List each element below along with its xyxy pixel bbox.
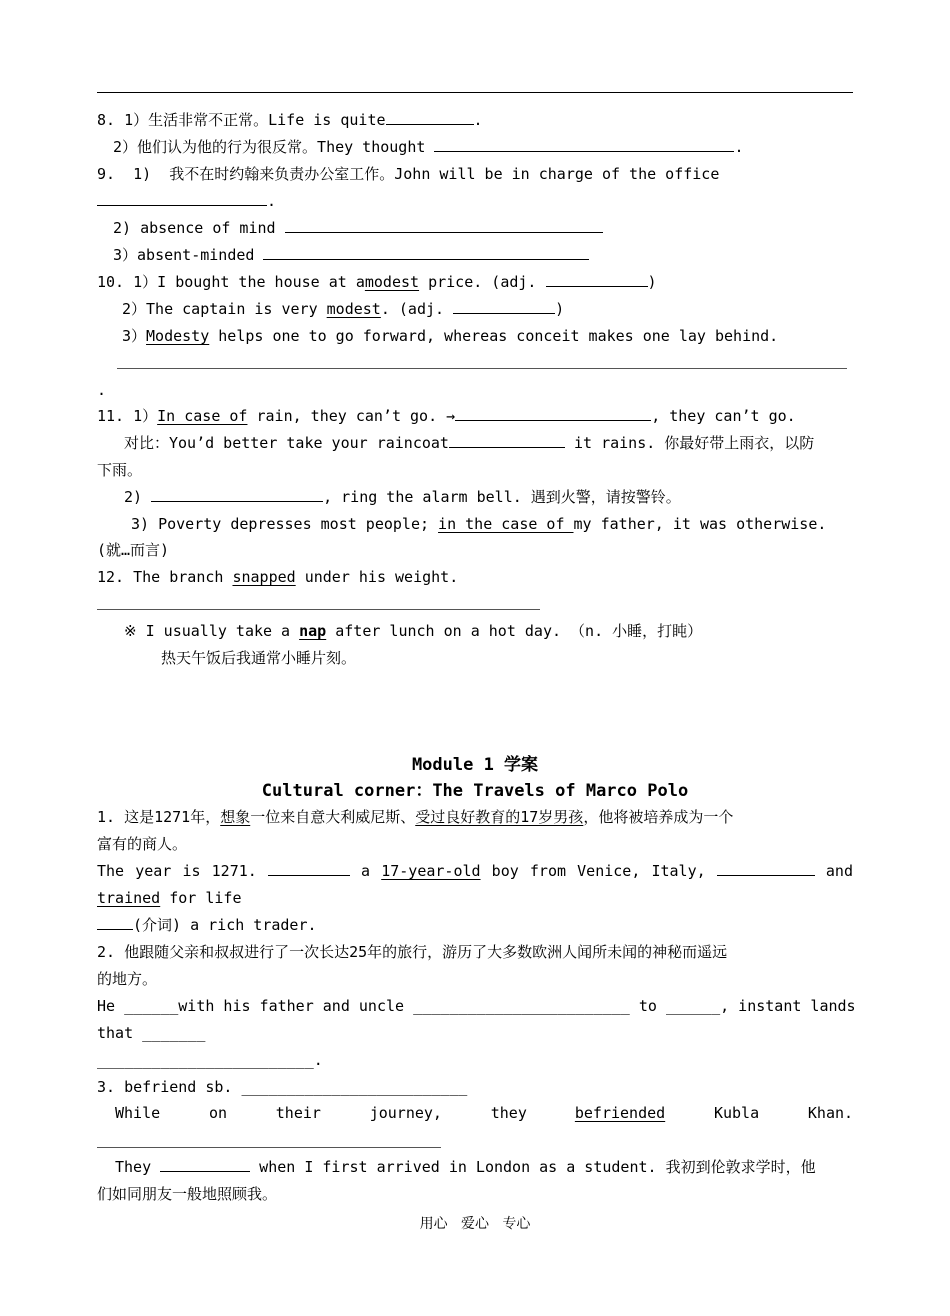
item-11-line-3-cont: (就…而言) xyxy=(97,541,170,559)
q1-english: The year is 1271. a 17-year-old boy from Venice, Italy, and xyxy=(97,862,853,880)
item-9-line-2: 2) absence of mind xyxy=(113,217,603,239)
q3-example: While on their journey, they befriended Kubla Khan. xyxy=(115,1104,854,1122)
q2-english-cont-2: ________________________. xyxy=(97,1051,323,1069)
item-11-compare-cont: 下雨。 xyxy=(97,461,143,479)
item-12-line: 12. The branch snapped under his weight. xyxy=(97,568,459,586)
q1-chinese: 1. 这是1271年，想象一位来自意大利威尼斯、受过良好教育的17岁男孩，他将被培养成为一个 xyxy=(97,808,734,826)
answer-line[interactable] xyxy=(97,1147,441,1148)
item-9-line-3: 3）absent-minded xyxy=(113,244,589,266)
item-11-line-3: 3) Poverty depresses most people; in the case of my father, it was otherwise. xyxy=(131,515,827,533)
blank[interactable] xyxy=(285,218,603,233)
q2-english-cont: that _______ xyxy=(97,1024,206,1042)
module-title: Module 1 学案 xyxy=(411,755,539,775)
blank[interactable] xyxy=(453,299,555,314)
q1-chinese-cont: 富有的商人。 xyxy=(97,835,188,853)
item-9-line-1: 9. 1) 我不在时约翰来负责办公室工作。John will be in charge of the office xyxy=(97,165,720,183)
item-11-compare: 对比：You’d better take your raincoat it rains. 你最好带上雨衣，以防 xyxy=(124,434,815,452)
blank[interactable] xyxy=(268,861,350,876)
q3-exercise: They when I first arrived in London as a student. 我初到伦敦求学时，他 xyxy=(115,1158,816,1176)
item-11-line-2: 2) , ring the alarm bell. 遇到火警，请按警铃。 xyxy=(124,488,681,506)
q3-exercise-cont: 们如同朋友一般地照顾我。 xyxy=(97,1185,278,1203)
answer-line[interactable] xyxy=(97,609,540,610)
item-10-line-2: 2）The captain is very modest. (adj. ) xyxy=(122,300,565,318)
blank[interactable] xyxy=(434,137,734,152)
note-line: ※ I usually take a nap after lunch on a hot day. （n. 小睡，打盹） xyxy=(124,622,703,640)
blank[interactable] xyxy=(449,433,565,448)
item-10-line-1: 10. 1）I bought the house at amodest price. (adj. ) xyxy=(97,273,657,291)
blank[interactable] xyxy=(97,191,267,206)
note-translation: 热天午饭后我通常小睡片刻。 xyxy=(161,649,357,667)
q2-chinese-cont: 的地方。 xyxy=(97,970,158,988)
item-8-line-2: 2）他们认为他的行为很反常。They thought . xyxy=(113,138,744,156)
page-footer: 用心 爱心 专心 xyxy=(419,1216,531,1232)
blank[interactable] xyxy=(97,915,133,930)
q2-chinese: 2. 他跟随父亲和叔叔进行了一次长达25年的旅行，游历了大多数欧洲人闻所未闻的神秘而遥远 xyxy=(97,943,728,961)
item-10-line-3: 3）Modesty helps one to go forward, whereas conceit makes one lay behind. xyxy=(122,327,779,345)
blank[interactable] xyxy=(546,272,648,287)
blank[interactable] xyxy=(386,110,474,125)
blank[interactable] xyxy=(160,1157,250,1172)
blank[interactable] xyxy=(717,861,815,876)
blank[interactable] xyxy=(151,487,323,502)
q2-english: He ______with his father and uncle ________________________ to ______, instant lands xyxy=(97,997,856,1015)
module-subtitle: Cultural corner：The Travels of Marco Polo xyxy=(261,781,689,801)
blank[interactable] xyxy=(263,245,589,260)
item-8-line-1: 8. 1）生活非常不正常。Life is quite . xyxy=(97,111,483,129)
item-9-blank-line: . xyxy=(97,190,276,212)
blank[interactable] xyxy=(455,406,651,421)
item-11-line-1: 11. 1）In case of rain, they can’t go. → , they can’t go. xyxy=(97,407,796,425)
answer-line[interactable] xyxy=(117,368,847,369)
q3-heading: 3. befriend sb. _________________________ xyxy=(97,1078,468,1096)
period: . xyxy=(97,381,107,399)
q1-english-cont-2: (介词) a rich trader. xyxy=(97,914,317,936)
q1-english-cont: trained for life xyxy=(97,889,242,907)
header-rule xyxy=(97,92,853,93)
